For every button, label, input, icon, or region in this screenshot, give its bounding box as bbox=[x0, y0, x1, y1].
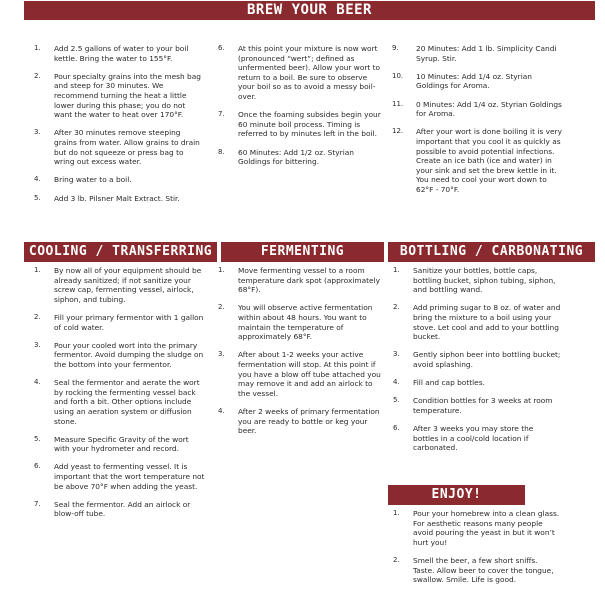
list-item: 4. Seal the fermentor and aerate the wort by rocking the fermenting vessel back and forth a bit. Other options include using an aeration system or diffusion stone. bbox=[34, 378, 200, 426]
bottling-column bbox=[393, 266, 561, 461]
list-item: 3. Pour your cooled wort into the primary fermentor. Avoid dumping the sludge on the bottom into your fermentor. bbox=[34, 340, 204, 369]
list-item: 2. Fill your primary fermentor with 1 gallon of cold water. bbox=[34, 312, 204, 332]
list-item: 2. Smell the beer, a few short sniffs. Taste. Allow beer to cover the tongue, swallow. Smile. Life is good. bbox=[393, 555, 554, 585]
brew-column-2 bbox=[218, 44, 384, 175]
enjoy-title: ENJOY! bbox=[431, 487, 482, 502]
fermenting-column bbox=[218, 266, 384, 444]
list-item: 5. Condition bottles for 3 weeks at room temperature. bbox=[393, 396, 553, 415]
enjoy-column bbox=[393, 509, 561, 585]
list-item: 6. After 3 weeks you may store the bottles in a cool/cold location if carbonated. bbox=[393, 424, 534, 453]
list-item: 1. Pour your homebrew into a clean glass. For aesthetic reasons many people avoid pouring the yeast in but it won’t hurt you! bbox=[393, 509, 560, 547]
list-item: 11. 0 Minutes: Add 1/4 oz. Styrian Goldings for Aroma. bbox=[392, 99, 562, 119]
list-item: 1. Sanitize your bottles, bottle caps, bottling bucket, siphon tubing, siphon, and bottling wand. bbox=[393, 266, 556, 295]
list-item: 6. Add yeast to fermenting vessel. It is important that the wort temperature not be above 70°F when adding the yeast. bbox=[34, 462, 205, 491]
list-item: 3. After 30 minutes remove steeping grains from water. Allow grains to drain but do not squeeze or press bag to wring out excess water. bbox=[34, 128, 200, 167]
list-item: 8. 60 Minutes: Add 1/2 oz. Styrian Goldings for bittering. bbox=[218, 147, 354, 167]
bottling-header bbox=[388, 242, 595, 262]
list-item: 4. Bring water to a boil. bbox=[34, 175, 132, 185]
fermenting-header bbox=[221, 242, 384, 262]
list-item: 5. Measure Specific Gravity of the wort with your hydrometer and record. bbox=[34, 434, 189, 454]
enjoy-header bbox=[388, 485, 525, 505]
brew-column-3 bbox=[392, 44, 562, 203]
list-item: 1. By now all of your equipment should be already sanitized; if not sanitize your screw cap, fermenting vessel, airlock, siphon, and tubing. bbox=[34, 266, 202, 304]
list-item: 3. Gently siphon beer into bottling bucket; avoid splashing. bbox=[393, 350, 561, 369]
list-item: 7. Once the foaming subsides begin your 60 minute boil process. Timing is referred to by minutes left in the boil. bbox=[218, 110, 381, 139]
list-item: 12. After your wort is done boiling it is very important that you cool it as quickly as possible to avoid potential infections. Create an ice bath (ice and water) in your sink and set the brew kettle in it. You need to cool your wort down to 62°F - 70°F. bbox=[392, 127, 562, 194]
list-item: 5. Add 3 lb. Pilsner Malt Extract. Stir. bbox=[34, 193, 180, 203]
cooling-title: COOLING / TRANSFERRING bbox=[28, 244, 213, 259]
list-item: 1. Move fermenting vessel to a room temperature dark spot (approximately 68°F). bbox=[218, 266, 380, 295]
list-item: 1. Add 2.5 gallons of water to your boil kettle. Bring the water to 155°F. bbox=[34, 44, 189, 63]
cooling-header bbox=[24, 242, 217, 262]
list-item: 2. Pour specialty grains into the mesh bag and steep for 30 minutes. We recommend turning the heat a little lower during this phase; you do not want the water to heat over 170°F. bbox=[34, 71, 201, 120]
brew-column-1 bbox=[34, 44, 202, 212]
list-item: 6. At this point your mixture is now wort (pronounced “wert”; defined as unfermented beer). Allow your wort to return to a boil. Be sure to observe your boil so as to avoid a messy boil-over. bbox=[218, 44, 381, 101]
list-item: 10. 10 Minutes: Add 1/4 oz. Styrian Goldings for Aroma. bbox=[392, 71, 532, 91]
bottling-title: BOTTLING / CARBONATING bbox=[399, 244, 584, 259]
list-item: 4. After 2 weeks of primary fermentation you are ready to bottle or keg your beer. bbox=[218, 406, 380, 436]
list-item: 3. After about 1-2 weeks your active fermentation will stop. At this point if you have a blow off tube attached you may remove it and add an airlock to the vessel. bbox=[218, 350, 381, 398]
cooling-column bbox=[34, 266, 206, 528]
brew-header bbox=[24, 1, 595, 20]
list-item: 2. You will observe active fermentation within about 48 hours. You want to maintain the temperature of approximately 68°F. bbox=[218, 303, 373, 342]
list-item: 7. Seal the fermentor. Add an airlock or blow-off tube. bbox=[34, 499, 191, 519]
fermenting-title: FERMENTING bbox=[260, 244, 345, 259]
list-item: 9. 20 Minutes: Add 1 lb. Simplicity Candi Syrup. Stir. bbox=[392, 44, 557, 63]
brew-title: BREW YOUR BEER bbox=[246, 2, 372, 18]
list-item: 4. Fill and cap bottles. bbox=[393, 378, 485, 388]
list-item: 2. Add priming sugar to 8 oz. of water and bring the mixture to a boil using your stove. Let cool and add to your bottling bucket. bbox=[393, 303, 561, 342]
